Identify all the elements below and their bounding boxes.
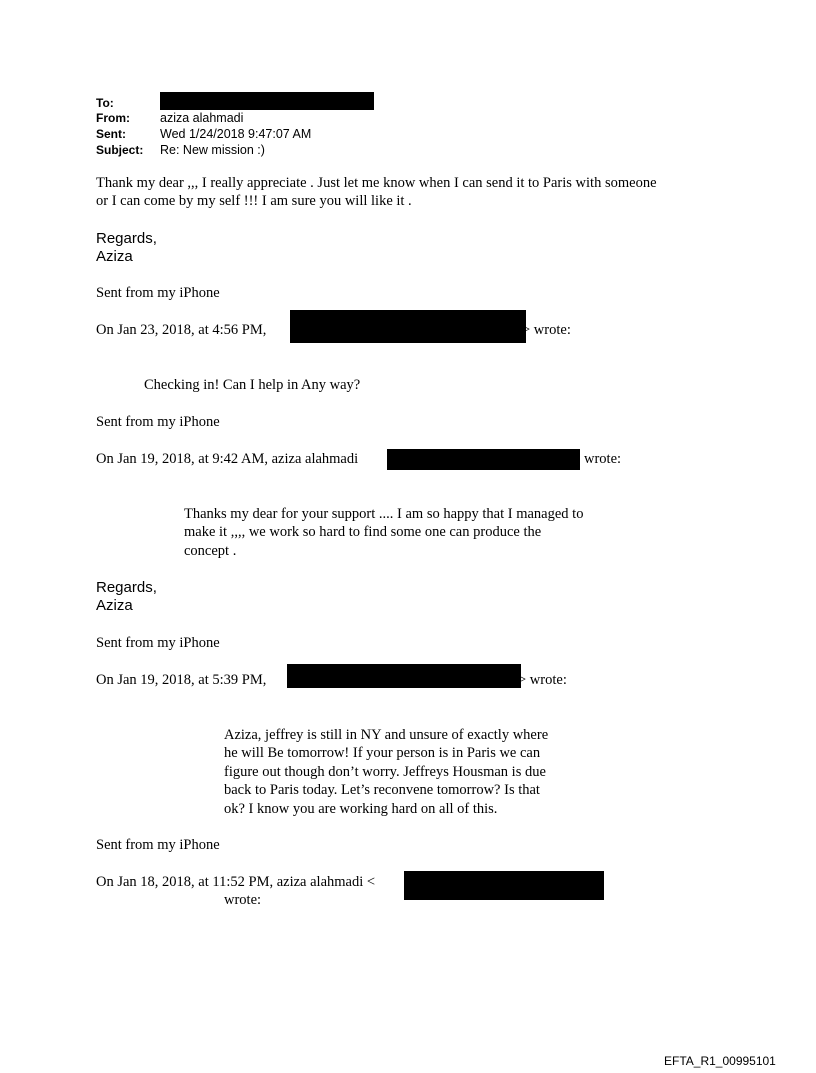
signature-name: Aziza bbox=[96, 597, 133, 614]
redacted-email bbox=[404, 871, 604, 900]
sent-from-line: Sent from my iPhone bbox=[96, 837, 220, 853]
from-label: From: bbox=[96, 111, 130, 125]
quote-line: back to Paris today. Let’s reconvene tomorrow? Is that bbox=[224, 782, 540, 798]
message-line: Thank my dear ,,, I really appreciate . Just let me know when I can send it to Paris with someone bbox=[96, 175, 657, 191]
redacted-sender bbox=[287, 664, 521, 688]
message-line: or I can come by my self !!! I am sure you will like it . bbox=[96, 193, 412, 209]
quote-intro: On Jan 19, 2018, at 5:39 PM, bbox=[96, 672, 267, 688]
quote-line: figure out though don’t worry. Jeffreys Housman is due bbox=[224, 764, 546, 780]
sent-from-line: Sent from my iPhone bbox=[96, 285, 220, 301]
sent-label: Sent: bbox=[96, 127, 126, 141]
quote-line: make it ,,,, we work so hard to find some one can produce the bbox=[184, 524, 542, 540]
quote-wrote: > wrote: bbox=[522, 322, 571, 338]
quote-line: Aziza, jeffrey is still in NY and unsure of exactly where bbox=[224, 727, 549, 743]
redacted-to-address bbox=[160, 92, 374, 110]
quote-line: he will Be tomorrow! If your person is in Paris we can bbox=[224, 745, 541, 761]
to-label: To: bbox=[96, 96, 114, 110]
redacted-email bbox=[387, 449, 580, 470]
from-value: aziza alahmadi bbox=[160, 111, 244, 125]
quote-intro: On Jan 18, 2018, at 11:52 PM, aziza alahmadi < bbox=[96, 874, 376, 890]
quote-wrote: wrote: bbox=[584, 451, 622, 467]
signature-name: Aziza bbox=[96, 248, 133, 265]
quote-wrote: wrote: bbox=[224, 892, 262, 908]
quote-body: Checking in! Can I help in Any way? bbox=[144, 377, 361, 393]
document-id: EFTA_R1_00995101 bbox=[664, 1054, 776, 1068]
quote-line: Thanks my dear for your support .... I am so happy that I managed to bbox=[184, 506, 584, 522]
signature-regards: Regards, bbox=[96, 579, 157, 596]
quote-intro: On Jan 19, 2018, at 9:42 AM, aziza alahmadi bbox=[96, 451, 359, 467]
subject-label: Subject: bbox=[96, 143, 144, 157]
quote-line: concept . bbox=[184, 543, 237, 559]
sent-value: Wed 1/24/2018 9:47:07 AM bbox=[160, 127, 312, 141]
quote-line: ok? I know you are working hard on all of this. bbox=[224, 801, 498, 817]
sent-from-line: Sent from my iPhone bbox=[96, 635, 220, 651]
subject-value: Re: New mission :) bbox=[160, 143, 265, 157]
redacted-sender bbox=[290, 310, 526, 343]
sent-from-line: Sent from my iPhone bbox=[96, 414, 220, 430]
signature-regards: Regards, bbox=[96, 230, 157, 247]
quote-wrote: > wrote: bbox=[518, 672, 567, 688]
quote-intro: On Jan 23, 2018, at 4:56 PM, bbox=[96, 322, 267, 338]
